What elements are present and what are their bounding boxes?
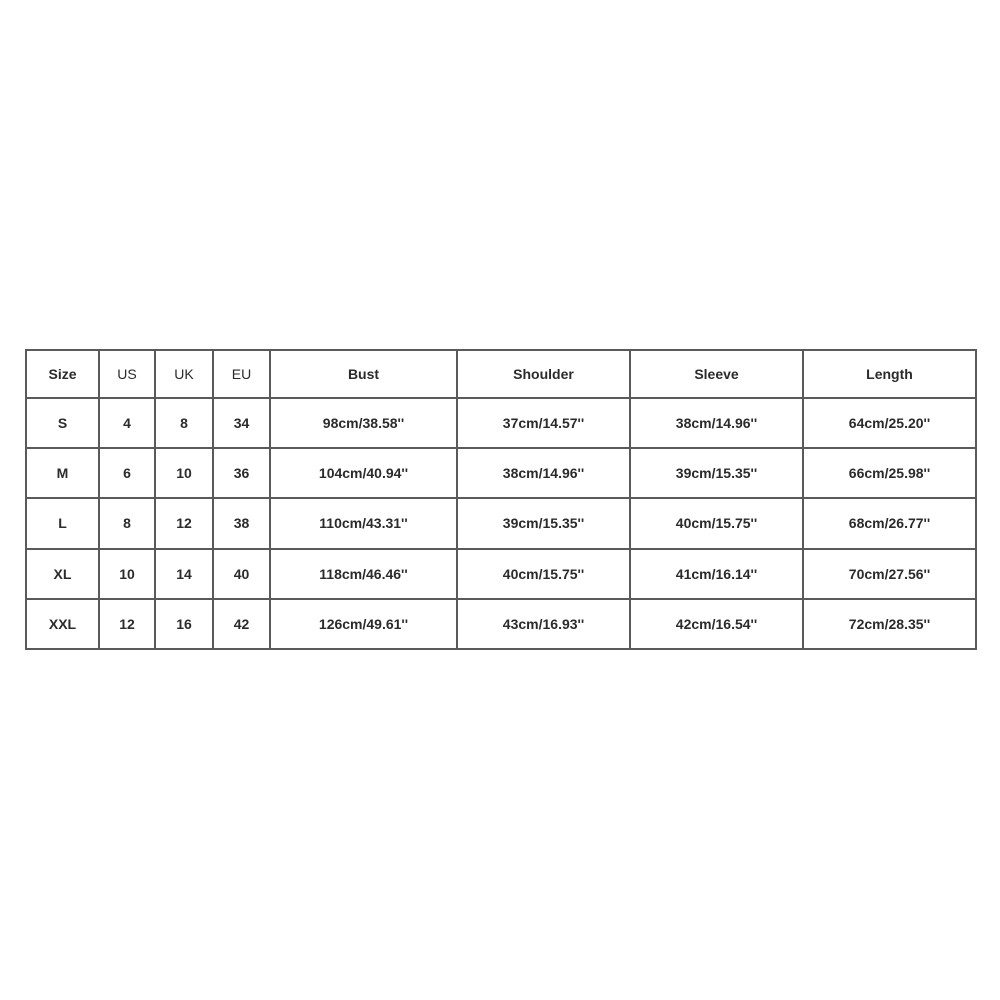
cell-length: 68cm/26.77'' [803, 498, 976, 548]
cell-size: XL [26, 549, 99, 599]
table-row [26, 448, 976, 498]
cell-eu: 42 [213, 599, 270, 649]
cell-bust: 110cm/43.31'' [270, 498, 457, 548]
table-row [26, 498, 976, 548]
cell-bust: 118cm/46.46'' [270, 549, 457, 599]
header-shoulder: Shoulder [457, 350, 630, 398]
cell-uk: 14 [155, 549, 213, 599]
header-length: Length [803, 350, 976, 398]
cell-sleeve: 38cm/14.96'' [630, 398, 803, 448]
cell-shoulder: 37cm/14.57'' [457, 398, 630, 448]
header-size: Size [26, 350, 99, 398]
cell-length: 70cm/27.56'' [803, 549, 976, 599]
header-sleeve: Sleeve [630, 350, 803, 398]
cell-uk: 10 [155, 448, 213, 498]
cell-shoulder: 38cm/14.96'' [457, 448, 630, 498]
cell-size: XXL [26, 599, 99, 649]
cell-sleeve: 41cm/16.14'' [630, 549, 803, 599]
cell-length: 72cm/28.35'' [803, 599, 976, 649]
header-eu: EU [213, 350, 270, 398]
cell-bust: 98cm/38.58'' [270, 398, 457, 448]
cell-eu: 36 [213, 448, 270, 498]
cell-sleeve: 40cm/15.75'' [630, 498, 803, 548]
cell-bust: 126cm/49.61'' [270, 599, 457, 649]
cell-uk: 8 [155, 398, 213, 448]
table-row [26, 398, 976, 448]
cell-us: 10 [99, 549, 155, 599]
cell-us: 4 [99, 398, 155, 448]
cell-us: 8 [99, 498, 155, 548]
cell-uk: 16 [155, 599, 213, 649]
cell-shoulder: 40cm/15.75'' [457, 549, 630, 599]
table-row [26, 549, 976, 599]
size-chart-table [25, 349, 977, 650]
cell-sleeve: 39cm/15.35'' [630, 448, 803, 498]
cell-size: L [26, 498, 99, 548]
header-uk: UK [155, 350, 213, 398]
cell-size: M [26, 448, 99, 498]
cell-us: 6 [99, 448, 155, 498]
table-row [26, 599, 976, 649]
cell-eu: 34 [213, 398, 270, 448]
cell-shoulder: 43cm/16.93'' [457, 599, 630, 649]
cell-us: 12 [99, 599, 155, 649]
cell-uk: 12 [155, 498, 213, 548]
cell-length: 64cm/25.20'' [803, 398, 976, 448]
cell-eu: 38 [213, 498, 270, 548]
header-row [26, 350, 976, 398]
header-us: US [99, 350, 155, 398]
cell-length: 66cm/25.98'' [803, 448, 976, 498]
cell-sleeve: 42cm/16.54'' [630, 599, 803, 649]
cell-size: S [26, 398, 99, 448]
cell-bust: 104cm/40.94'' [270, 448, 457, 498]
cell-eu: 40 [213, 549, 270, 599]
header-bust: Bust [270, 350, 457, 398]
cell-shoulder: 39cm/15.35'' [457, 498, 630, 548]
